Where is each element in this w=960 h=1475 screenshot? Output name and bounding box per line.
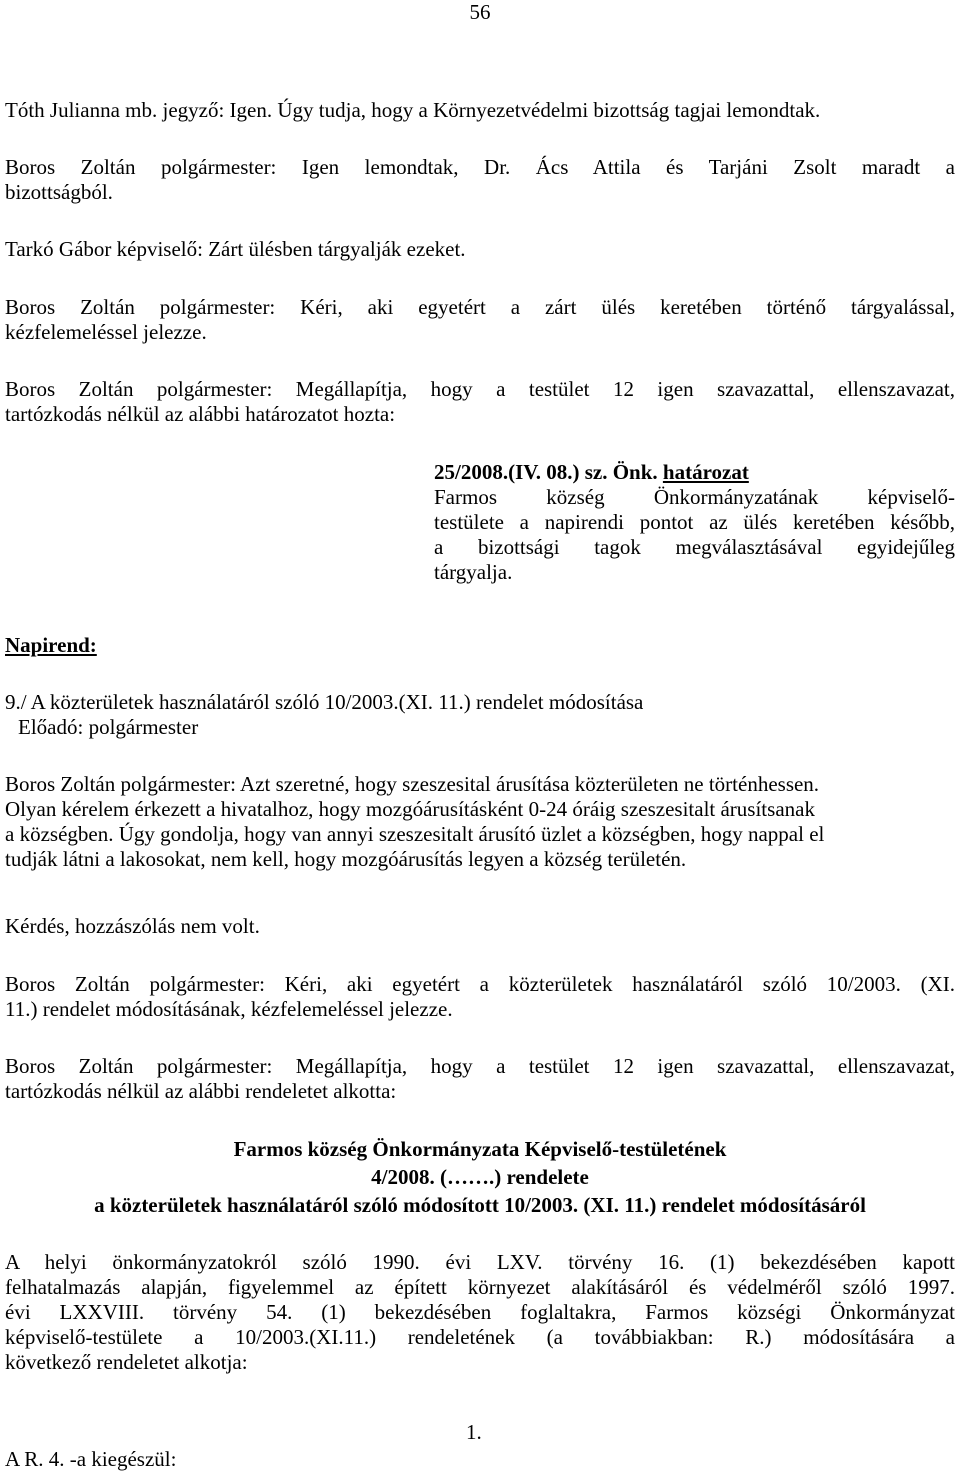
paragraph-polgarmester-5-line-1: Boros Zoltán polgármester: Kéri, aki egyetért a közterületek használatáról szóló 10/2003. (XI. xyxy=(5,972,955,996)
paragraph-polgarmester-5-line-2: 11.) rendelet módosításának, kézfelemeléssel jelezze. xyxy=(5,997,453,1021)
resolution-number: 25/2008.(IV. 08.) sz. Önk. határozat xyxy=(434,460,749,484)
paragraph-polgarmester-4-line-4: tudják látni a lakosokat, nem kell, hogy mozgóárusítás legyen a község területén. xyxy=(5,847,687,871)
paragraph-questions: Kérdés, hozzászólás nem volt. xyxy=(5,914,260,938)
decree-title-line-1: Farmos község Önkormányzata Képviselő-testületének xyxy=(233,1137,727,1161)
paragraph-jegyzo: Tóth Julianna mb. jegyző: Igen. Úgy tudja, hogy a Környezetvédelmi bizottság tagjai lemondtak. xyxy=(5,98,821,122)
paragraph-legal-line-4: képviselő-testülete a 10/2003.(XI.11.) rendeletének (a továbbiakban: R.) módosítására a xyxy=(5,1325,955,1349)
resolution-text-line-4: tárgyalja. xyxy=(434,560,513,584)
decree-title-line-3: a közterületek használatáról szóló módosított 10/2003. (XI. 11.) rendelet módosításáról xyxy=(94,1193,866,1217)
paragraph-tarko: Tarkó Gábor képviselő: Zárt ülésben tárgyalják ezeket. xyxy=(5,237,466,261)
paragraph-polgarmester-4-line-1: Boros Zoltán polgármester: Azt szeretné, hogy szeszesital árusítása közterületen ne történhessen. xyxy=(5,772,820,796)
paragraph-polgarmester-2-line-1: Boros Zoltán polgármester: Kéri, aki egyetért a zárt ülés keretében történő tárgyalással, xyxy=(5,295,955,319)
paragraph-polgarmester-4-line-2: Olyan kérelem érkezett a hivatalhoz, hogy mozgóárusításként 0-24 óráig szeszesitalt árusítsanak xyxy=(5,797,815,821)
section-number: 1. xyxy=(466,1420,482,1444)
resolution-text-line-1: Farmos község Önkormányzatának képviselő- xyxy=(434,485,955,509)
resolution-text-line-2: testülete a napirendi pontot az ülés keretében később, xyxy=(434,510,955,534)
agenda-item: 9./ A közterületek használatáról szóló 10/2003.(XI. 11.) rendelet módosítása xyxy=(5,690,644,714)
paragraph-legal-line-1: A helyi önkormányzatokról szóló 1990. évi LXV. törvény 16. (1) bekezdésében kapott xyxy=(5,1250,955,1274)
page-number: 56 xyxy=(469,0,491,24)
paragraph-polgarmester-6-line-1: Boros Zoltán polgármester: Megállapítja, hogy a testület 12 igen szavazattal, ellenszavazat, xyxy=(5,1054,955,1078)
paragraph-legal-line-3: évi LXXVIII. törvény 54. (1) bekezdésében foglaltakra, Farmos községi Önkormányzat xyxy=(5,1300,955,1324)
agenda-label: Napirend: xyxy=(5,633,97,657)
presenter: Előadó: polgármester xyxy=(18,715,199,739)
paragraph-polgarmester-2-line-2: kézfelemeléssel jelezze. xyxy=(5,320,207,344)
decree-title-line-2: 4/2008. (…….) rendelete xyxy=(371,1165,589,1189)
paragraph-polgarmester-3-line-1: Boros Zoltán polgármester: Megállapítja, hogy a testület 12 igen szavazattal, ellenszavazat, xyxy=(5,377,955,401)
paragraph-legal-line-5: következő rendeletet alkotja: xyxy=(5,1350,248,1374)
paragraph-polgarmester-1-line-1: Boros Zoltán polgármester: Igen lemondtak, Dr. Ács Attila és Tarjáni Zsolt maradt a xyxy=(5,155,955,179)
resolution-text-line-3: a bizottsági tagok megválasztásával egyidejűleg xyxy=(434,535,955,559)
paragraph-polgarmester-1-line-2: bizottságból. xyxy=(5,180,113,204)
paragraph-legal-line-2: felhatalmazás alapján, figyelemmel az épített környezet alakításáról és védelméről szóló 1997. xyxy=(5,1275,955,1299)
section-text: A R. 4. -a kiegészül: xyxy=(5,1447,177,1471)
paragraph-polgarmester-6-line-2: tartózkodás nélkül az alábbi rendeletet alkotta: xyxy=(5,1079,397,1103)
paragraph-polgarmester-3-line-2: tartózkodás nélkül az alábbi határozatot hozta: xyxy=(5,402,396,426)
paragraph-polgarmester-4-line-3: a községben. Úgy gondolja, hogy van annyi szeszesitalt árusító üzlet a községben, hogy nappal el xyxy=(5,822,825,846)
